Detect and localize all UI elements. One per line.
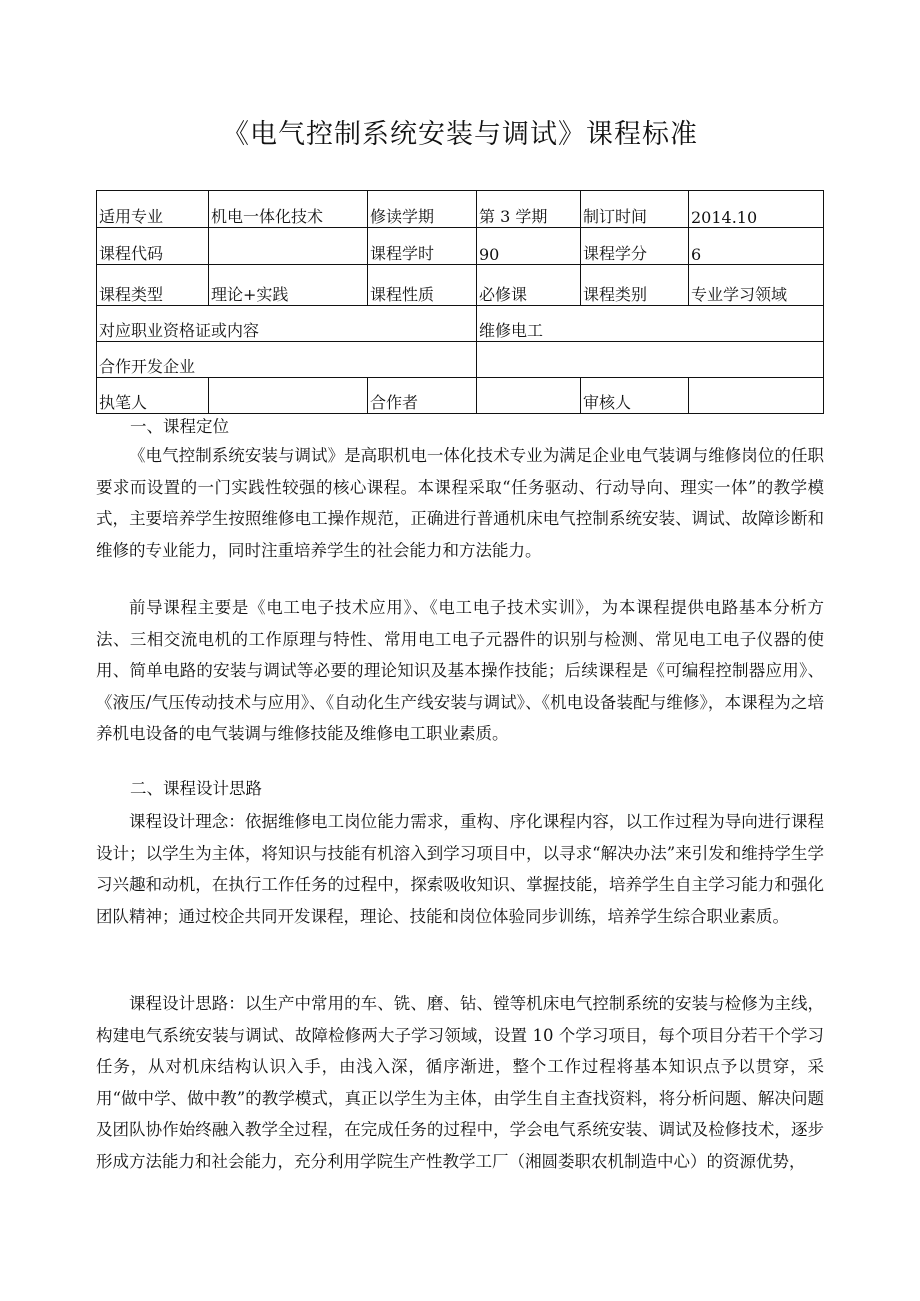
- table-cell: 制订时间: [581, 191, 689, 228]
- paragraph-course-positioning: 《电气控制系统安装与调试》是高职机电一体化技术专业为满足企业电气装调与维修岗位的任职要求而设置的一门实践性较强的核心课程。本课程采取“任务驱动、行动导向、理实一体”的教学模式，主要培养学生按照维修电工操作规范，正确进行普通机床电气控制系统安装、调试、故障诊断和维修的专业能力，同时注重培养学生的社会能力和方法能力。: [96, 446, 824, 560]
- table-cell: 课程类型: [97, 265, 209, 306]
- paragraph-design-concept: 课程设计理念：依据维修电工岗位能力需求，重构、序化课程内容，以工作过程为导向进行课程设计；以学生为主体，将知识与技能有机溶入到学习项目中，以寻求“解决办法”来引发和维持学生学习兴趣和动机，在执行工作任务的过程中，探索吸收知识、掌握技能，培养学生自主学习能力和强化团队精神；通过校企共同开发课程，理论、技能和岗位体验同步训练，培养学生综合职业素质。: [96, 812, 824, 926]
- table-cell: [689, 378, 824, 414]
- section-2-body: [96, 806, 824, 932]
- table-cell: 适用专业: [97, 191, 209, 228]
- table-cell: 6: [689, 228, 824, 265]
- page-title: 《电气控制系统安装与调试》课程标准: [222, 119, 698, 150]
- paragraph-design-approach: 课程设计思路：以生产中常用的车、铣、磨、钻、镗等机床电气控制系统的安装与检修为主线，构建电气系统安装与调试、故障检修两大子学习领域，设置 10 个学习项目，每个项目分若干个学习任务，从对机床结构认识入手，由浅入深，循序渐进，整个工作过程将基本知识点予以贯穿，采用“做中学、做中教”的教学模式，真正以学生为主体，由学生自主查找资料，将分析问题、解决问题及团队协作始终融入教学全过程，在完成任务的过程中，学会电气系统安装、调试及检修技术，逐步形成方法能力和社会能力，充分利用学院生产性教学工厂（湘圆娄职农机制造中心）的资源优势，: [96, 994, 824, 1171]
- table-cell: [477, 342, 824, 378]
- table-row: [97, 342, 824, 378]
- table-cell: 合作者: [368, 378, 477, 414]
- table-row: [97, 191, 824, 228]
- section-1-body: [96, 440, 824, 566]
- table-cell: 课程学时: [368, 228, 477, 265]
- table-cell: 课程学分: [581, 228, 689, 265]
- table-cell: 课程类别: [581, 265, 689, 306]
- table-cell: 理论+实践: [209, 265, 368, 306]
- section-1-body-2: [96, 592, 824, 750]
- table-cell: [209, 378, 368, 414]
- table-cell: [477, 378, 581, 414]
- table-cell: 90: [477, 228, 581, 265]
- table-cell: [209, 228, 368, 265]
- section-2-body-2: [96, 988, 824, 1177]
- table-row: [97, 378, 824, 414]
- table-row: [97, 265, 824, 306]
- course-info-table: [96, 190, 824, 414]
- table-cell: 必修课: [477, 265, 581, 306]
- table-cell: 合作开发企业: [97, 342, 477, 378]
- table-cell: 执笔人: [97, 378, 209, 414]
- table-cell: 课程代码: [97, 228, 209, 265]
- table-cell: 第 3 学期: [477, 191, 581, 228]
- table-cell: 维修电工: [477, 306, 824, 342]
- table-cell: 对应职业资格证或内容: [97, 306, 477, 342]
- table-row: [97, 306, 824, 342]
- paragraph-prerequisites: 前导课程主要是《电工电子技术应用》、《电工电子技术实训》，为本课程提供电路基本分析方法、三相交流电机的工作原理与特性、常用电工电子元器件的识别与检测、常见电工电子仪器的使用、简单电路的安装与调试等必要的理论知识及基本操作技能；后续课程是《可编程控制器应用》、《液压/气压传动技术与应用》、《自动化生产线安装与调试》、《机电设备装配与维修》，本课程为之培养机电设备的电气装调与维修技能及维修电工职业素质。: [96, 598, 824, 743]
- table-cell: 审核人: [581, 378, 689, 414]
- table-cell: 修读学期: [368, 191, 477, 228]
- table-row: [97, 228, 824, 265]
- section-heading-2: 二、课程设计思路: [130, 779, 262, 798]
- section-heading-1: 一、课程定位: [130, 417, 229, 436]
- table-cell: 机电一体化技术: [209, 191, 368, 228]
- table-cell: 专业学习领域: [689, 265, 824, 306]
- table-cell: 2014.10: [689, 191, 824, 228]
- table-cell: 课程性质: [368, 265, 477, 306]
